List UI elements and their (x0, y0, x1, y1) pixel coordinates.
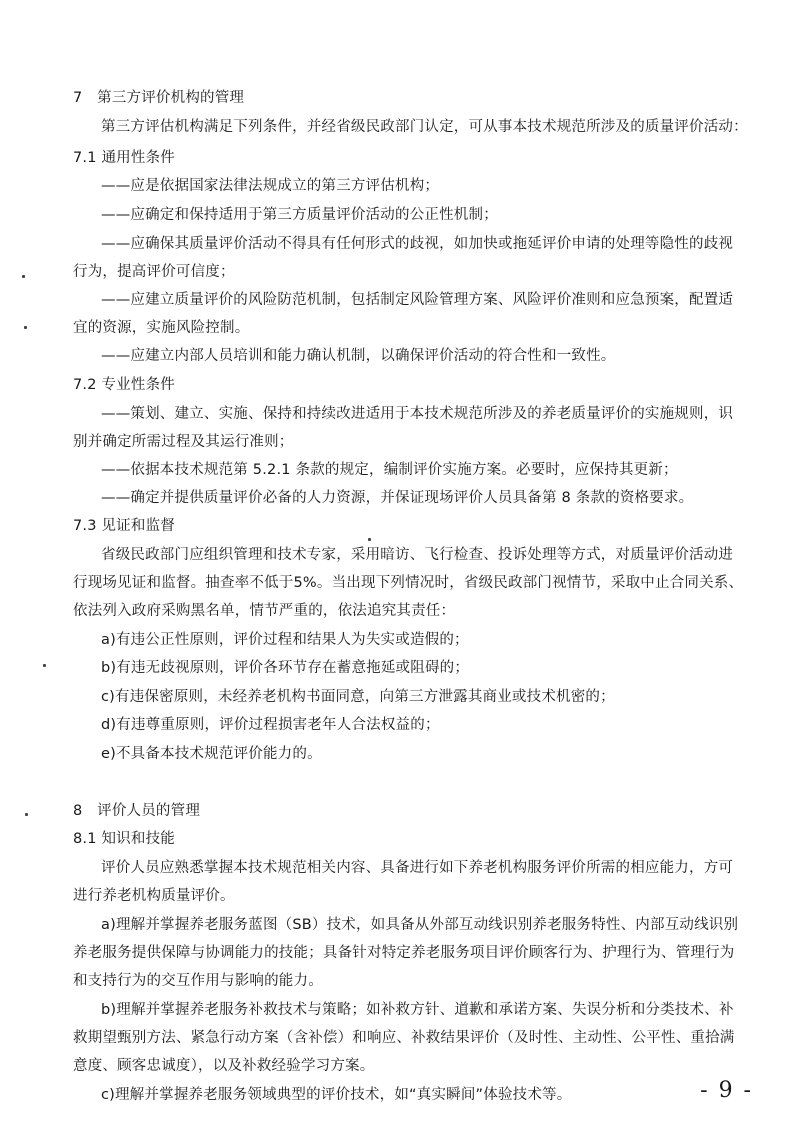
section-7-intro: 第三方评估机构满足下列条件，并经省级民政部门认定，可从事本技术规范所涉及的质量评价活动： (101, 119, 748, 135)
section-7-2-item: ——策划、建立、实施、保持和持续改进适用于本技术规范所涉及的养老质量评价的实施规则，识 (101, 406, 734, 422)
section-7-3-item: e)不具备本技术规范评价能力的。 (101, 746, 322, 762)
section-7-1-item: ——应建立内部人员培训和能力确认机制，以确保评价活动的符合性和一致性。 (101, 348, 616, 364)
section-8-1-heading: 8.1 知识和技能 (73, 831, 175, 847)
section-7-3-item: c)有违保密原则，未经养老机构书面同意，向第三方泄露其商业或技术机密的； (101, 689, 615, 705)
section-7-2-item-continued: 别并确定所需过程及其运行准则； (73, 434, 294, 450)
section-7-3-item: b)有违无歧视原则，评价各环节存在蓄意拖延或阻碍的； (101, 660, 470, 676)
section-7-1-item-continued: 行为，提高评价可信度； (73, 264, 235, 280)
section-8-1-paragraph: 进行养老机构质量评价。 (73, 888, 235, 904)
section-7-2-item: ——依据本技术规范第 5.2.1 条款的规定，编制评价实施方案。必要时，应保持其更新； (101, 462, 678, 478)
section-7-3-paragraph: 行现场见证和监督。抽查率不低于5%。当出现下列情况时，省级民政部门视情节，采取中止合同关系、 (73, 575, 744, 591)
section-8-1-item-continued: 意度、顾客忠诚度），以及补救经验学习方案。 (73, 1058, 375, 1074)
section-8-heading: 8 评价人员的管理 (73, 803, 201, 819)
scan-speck (22, 275, 25, 278)
scan-speck (25, 813, 28, 816)
section-7-1-item: ——应确定和保持适用于第三方质量评价活动的公正性机制； (101, 207, 498, 223)
section-8-1-item-continued: 养老服务提供保障与协调能力的技能；具备针对特定养老服务项目评价顾客行为、护理行为、管理行为 (73, 945, 735, 961)
section-7-1-heading: 7.1 通用性条件 (73, 150, 175, 166)
section-7-2-heading: 7.2 专业性条件 (73, 377, 175, 393)
page-number: - 9 - (700, 1078, 753, 1103)
scan-speck (368, 538, 371, 541)
section-8-1-item: b)理解并掌握养老服务补救技术与策略；如补救方针、道歉和承诺方案、失误分析和分类技术、补 (101, 1002, 734, 1018)
section-8-1-item-continued: 和支持行为的交互作用与影响的能力。 (73, 973, 323, 989)
section-7-1-item: ——应建立质量评价的风险防范机制，包括制定风险管理方案、风险评价准则和应急预案，配置适 (101, 292, 734, 308)
section-8-1-item: a)理解并掌握养老服务蓝图（SB）技术，如具备从外部互动线识别养老服务特性、内部互动线识别 (101, 917, 739, 933)
section-7-1-item: ——应确保其质量评价活动不得具有任何形式的歧视，如加快或拖延评价申请的处理等隐性的歧视 (101, 236, 734, 252)
section-7-2-item: ——确定并提供质量评价必备的人力资源，并保证现场评价人员具备第 8 条款的资格要求。 (101, 490, 694, 506)
section-7-3-item: d)有违尊重原则，评价过程损害老年人合法权益的； (101, 717, 440, 733)
section-7-heading: 7 第三方评价机构的管理 (73, 90, 245, 106)
scan-speck (24, 326, 27, 329)
section-7-1-item: ——应是依据国家法律法规成立的第三方评估机构； (101, 178, 440, 194)
scan-speck (43, 664, 46, 667)
section-8-1-item: c)理解并掌握养老服务领域典型的评价技术，如“真实瞬间”体验技术等。 (101, 1087, 572, 1103)
section-7-3-paragraph: 依法列入政府采购黑名单，情节严重的，依法追究其责任： (73, 603, 456, 619)
section-8-1-paragraph: 评价人员应熟悉掌握本技术规范相关内容、具备进行如下养老机构服务评价所需的相应能力，方可 (101, 860, 734, 876)
section-7-3-heading: 7.3 见证和监督 (73, 518, 175, 534)
section-7-3-item: a)有违公正性原则，评价过程和结果人为失实或造假的； (101, 632, 469, 648)
section-8-1-item-continued: 救期望甄别方法、紧急行动方案（含补偿）和响应、补救结果评价（及时性、主动性、公平性、重拾满 (73, 1030, 735, 1046)
section-7-1-item-continued: 宜的资源，实施风险控制。 (73, 320, 250, 336)
section-7-3-paragraph: 省级民政部门应组织管理和技术专家，采用暗访、飞行检查、投诉处理等方式，对质量评价活动进 (101, 547, 734, 563)
